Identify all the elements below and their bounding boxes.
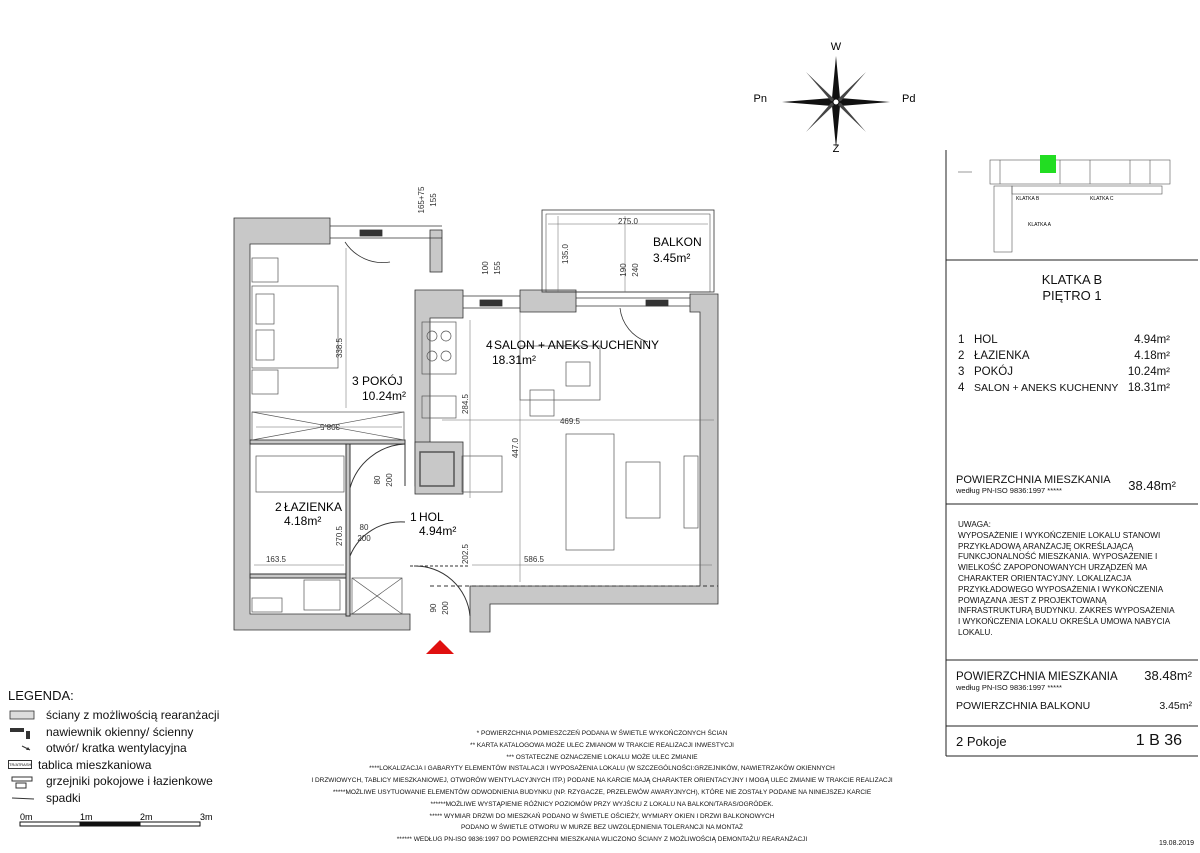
vent-icon	[8, 726, 40, 738]
info-panel-frame	[946, 150, 1198, 756]
table-row	[958, 332, 1170, 348]
rooms-count: 2 Pokoje	[956, 733, 1007, 749]
vent-opening-icon	[8, 742, 40, 754]
footnote: ****LOKALIZACJA I GABARYTY ELEMENTÓW INSTALACJI I WYPOSAŻENIA LOKALU (W SZCZEGÓLNOŚCI:GRZEJNIKÓW, NAWIETRZAKÓW OKIENNYCH	[369, 765, 835, 773]
room-area: 18.31m²	[1127, 382, 1170, 394]
legend-label: otwór/ kratka wentylacyjna	[46, 741, 187, 756]
wall-pattern-icon	[8, 709, 40, 721]
footnote: I DRZWIOWYCH, TABLICY MIESZKANIOWEJ, OTWORÓW WENTYLACYJNYCH ITP.) PODANE NA KARCIE MAJĄ CHARAKTER ORIENTACYJNY I MOGĄ ULEC ZMIANIE W TRAKCIE REALIZACJI	[311, 777, 893, 785]
footnote: *****MOŻLIWE USYTUOWANIE ELEMENTÓW ODWODNIENIA BUDYNKU (NP. RZYGACZE, PRZELEWÓW AWARYJNYCH), KTÓRE NIE ZOSTAŁY PODANE NA NINIEJSZEJ KARCIE	[332, 788, 872, 796]
dim-label: 200	[385, 473, 394, 487]
windows	[330, 226, 690, 342]
room-2-num: 2	[275, 500, 282, 514]
notice-line: LOKALU.	[958, 627, 993, 637]
legend-label: tablica mieszkaniowa	[38, 757, 152, 772]
dim-label: 586.5	[523, 555, 545, 564]
notice-line: INFRASTRUKTURĄ BUDYNKU. ZAKRES WYPOSAŻENIA	[958, 606, 1175, 616]
legend-item	[8, 707, 219, 724]
legend-item	[8, 724, 219, 741]
area-box-norm: według PN-ISO 9836:1997 *****	[956, 486, 1062, 495]
dim-label: 80	[373, 475, 382, 485]
site-label-a: KLATKA A	[1028, 222, 1051, 228]
room-name: SALON + ANEKS KUCHENNY	[974, 382, 1119, 394]
radiator-icon	[8, 775, 40, 787]
unit-footer	[956, 732, 1192, 750]
dim-label: 308.5	[319, 422, 341, 431]
notice-line: I WYKOŃCZENIA LOKALU OKREŚLA UMOWA NABYCIA	[958, 617, 1171, 627]
site-plan	[958, 155, 1170, 252]
scale-label: 1m	[80, 812, 93, 822]
dim-label: 155	[429, 193, 438, 207]
room-num: 2	[958, 350, 965, 362]
document-date: 19.08.2019	[1158, 840, 1194, 847]
notice-line: CHARAKTER ORIENTACYJNY. LOKALIZACJA	[958, 573, 1132, 583]
legend-label: spadki	[46, 790, 81, 805]
scale-label: 0m	[20, 812, 33, 822]
notice-line: WYPOSAŻENIE I WYKOŃCZENIE LOKALU STANOWI	[958, 530, 1161, 540]
summary-area-label: POWIERZCHNIA MIESZKANIA	[956, 671, 1118, 683]
legend-label: nawiewnik okienny/ ścienny	[46, 724, 194, 739]
room-name: HOL	[974, 334, 998, 346]
footnotes	[272, 728, 932, 846]
compass-rose	[782, 56, 890, 148]
summary-area-norm: według PN-ISO 9836:1997	[956, 683, 1046, 692]
room-3-num: 3	[352, 374, 359, 388]
dim-label: 240	[631, 263, 640, 277]
dim-label: 163.5	[265, 555, 287, 564]
dim-label: 447.0	[511, 437, 520, 459]
room-labels	[275, 235, 702, 538]
dim-label: 90	[429, 603, 438, 613]
summary-area-value: 38.48m²	[1144, 668, 1192, 683]
room-num: 1	[958, 334, 965, 346]
notice-line: PRZYKŁADOWĄ ARANŻACJĘ OKREŚLAJĄCĄ	[958, 541, 1134, 551]
footnote: *** OSTATECZNE OZNACZENIE LOKALU MOŻE ULEC ZMIANIE	[506, 753, 698, 761]
scale-label: 3m	[200, 812, 213, 822]
table-row	[958, 380, 1170, 396]
legend-title: LEGENDA:	[8, 688, 74, 703]
compass-east: Pd	[902, 93, 916, 105]
room-2-area: 4.18m²	[284, 514, 322, 528]
room-num: 4	[958, 382, 965, 394]
room-area: 4.94m²	[1134, 334, 1170, 346]
notice-line: POWIĄZANA JEST Z PROJEKTOWANĄ	[958, 595, 1107, 605]
scale-label: 2m	[140, 812, 153, 822]
compass-west: Pn	[753, 93, 767, 105]
compass-south: Z	[832, 143, 840, 155]
summary-area	[956, 668, 1192, 712]
dim-label: 270.5	[335, 525, 344, 547]
balcony-area: 3.45m²	[653, 251, 691, 265]
footnote: ***** WYMIAR DRZWI DO MIESZKAŃ PODANO W ŚWIETLE OŚCIEŻY, WYMIARY OKIEN I DRZWI BALKONOWYCH	[429, 812, 775, 820]
legend-item	[8, 757, 219, 774]
room-3-area: 10.24m²	[362, 389, 407, 403]
dim-label: 165+75	[417, 186, 426, 214]
building-header	[946, 272, 1198, 304]
legend-item	[8, 773, 219, 790]
compass-north: W	[830, 41, 842, 53]
unit-code: 1 B 36	[1135, 732, 1182, 749]
table-row	[958, 364, 1170, 380]
notice-line: FUNKCJONALNOŚĆ MIESZKANIA. WYPOSAŻENIE I	[958, 552, 1158, 562]
dim-label: 202.5	[461, 543, 470, 565]
dim-label: 275.0	[617, 217, 639, 226]
dim-label: 135.0	[561, 243, 570, 265]
notice	[958, 520, 1194, 639]
legend-label: ściany z możliwością rearanżacji	[46, 708, 220, 723]
dim-label: 80	[359, 523, 369, 532]
legend-label: grzejniki pokojowe i łazienkowe	[46, 774, 213, 789]
room-num: 3	[958, 366, 965, 378]
area-box-value: 38.48m²	[1128, 478, 1176, 493]
dim-label: 200	[357, 534, 371, 543]
balcony-area-label: POWIERZCHNIA BALKONU	[956, 700, 1091, 712]
slope-icon	[8, 792, 40, 804]
footnote: ****** WEDŁUG PN-ISO 9836:1997 DO POWIERZCHNI MIESZKANIA WLICZONO ŚCIANY Z MOŻLIWOŚCIĄ DEMONTAŻU/ REARANŻACJI	[396, 836, 808, 844]
dim-label: 100	[481, 261, 490, 275]
room-4-num: 4	[486, 338, 493, 352]
area-box-label: POWIERZCHNIA MIESZKANIA	[956, 474, 1111, 486]
room-1-num: 1	[410, 510, 417, 524]
room-2-name: ŁAZIENKA	[284, 500, 343, 514]
site-label-b: KLATKA B	[1016, 196, 1040, 202]
dim-label: 155	[493, 261, 502, 275]
balcony-name: BALKON	[653, 235, 702, 249]
dim-label: 338.5	[335, 337, 344, 359]
notice-line: WIELKOŚĆ ZAPOPONOWANYCH URZĄDZEŃ MA	[958, 563, 1148, 573]
dim-label: 200	[441, 601, 450, 615]
scale-bar	[20, 822, 200, 826]
room-4-area: 18.31m²	[492, 353, 537, 367]
stairwell-label: KLATKA B	[1041, 272, 1103, 287]
legend	[8, 688, 219, 806]
room-1-name: HOL	[419, 510, 444, 524]
footnote: PODANO W ŚWIETLE OTWORU W MURZE BEZ UWZGLĘDNIENIA TOLERANCJI NA MONTAŻ	[460, 824, 744, 832]
balcony-area-value: 3.45m²	[1159, 700, 1192, 712]
room-area: 10.24m²	[1127, 366, 1170, 378]
summary-area-stars: *****	[1047, 683, 1062, 692]
area-box	[956, 474, 1176, 495]
furniture	[252, 258, 698, 614]
panel-board-icon: TR/ATRASH	[9, 762, 32, 768]
footnote: ** KARTA KATALOGOWA MOŻE ULEC ZMIANOM W TRAKCIE REALIZACJI INWESTYCJI	[470, 741, 734, 749]
footnote: ******MOŻLIWE WYSTĄPIENIE RÓŻNICY POZIOMÓW PRZY WYJŚCIU Z LOKALU NA BALKON/TARAS/OGRÓDEK.	[430, 800, 774, 808]
room-area: 4.18m²	[1134, 350, 1170, 362]
dim-label: 190	[619, 263, 628, 277]
entrance-marker-icon	[426, 640, 454, 654]
site-label-c: KLATKA C	[1090, 196, 1114, 202]
room-3-name: POKÓJ	[362, 374, 403, 388]
legend-item	[8, 740, 219, 757]
room-name: ŁAZIENKA	[974, 350, 1030, 362]
dim-label: 469.5	[559, 417, 581, 426]
notice-line: PRZYKŁADOWEGO WYPOSAŻENIA I WYKOŃCZENIA	[958, 584, 1164, 594]
dim-label: 284.5	[461, 393, 470, 415]
rooms-table	[958, 332, 1170, 396]
room-name: POKÓJ	[974, 366, 1013, 378]
floor-label: PIĘTRO 1	[1042, 288, 1102, 303]
footnote: * POWIERZCHNIA POMIESZCZEŃ PODANA W ŚWIETLE WYKOŃCZONYCH ŚCIAN	[476, 730, 728, 737]
walls	[234, 218, 718, 632]
room-1-area: 4.94m²	[419, 524, 457, 538]
room-4-name: SALON + ANEKS KUCHENNY	[494, 338, 660, 352]
notice-title: UWAGA:	[958, 520, 991, 529]
table-row	[958, 348, 1170, 364]
legend-item	[8, 790, 219, 807]
